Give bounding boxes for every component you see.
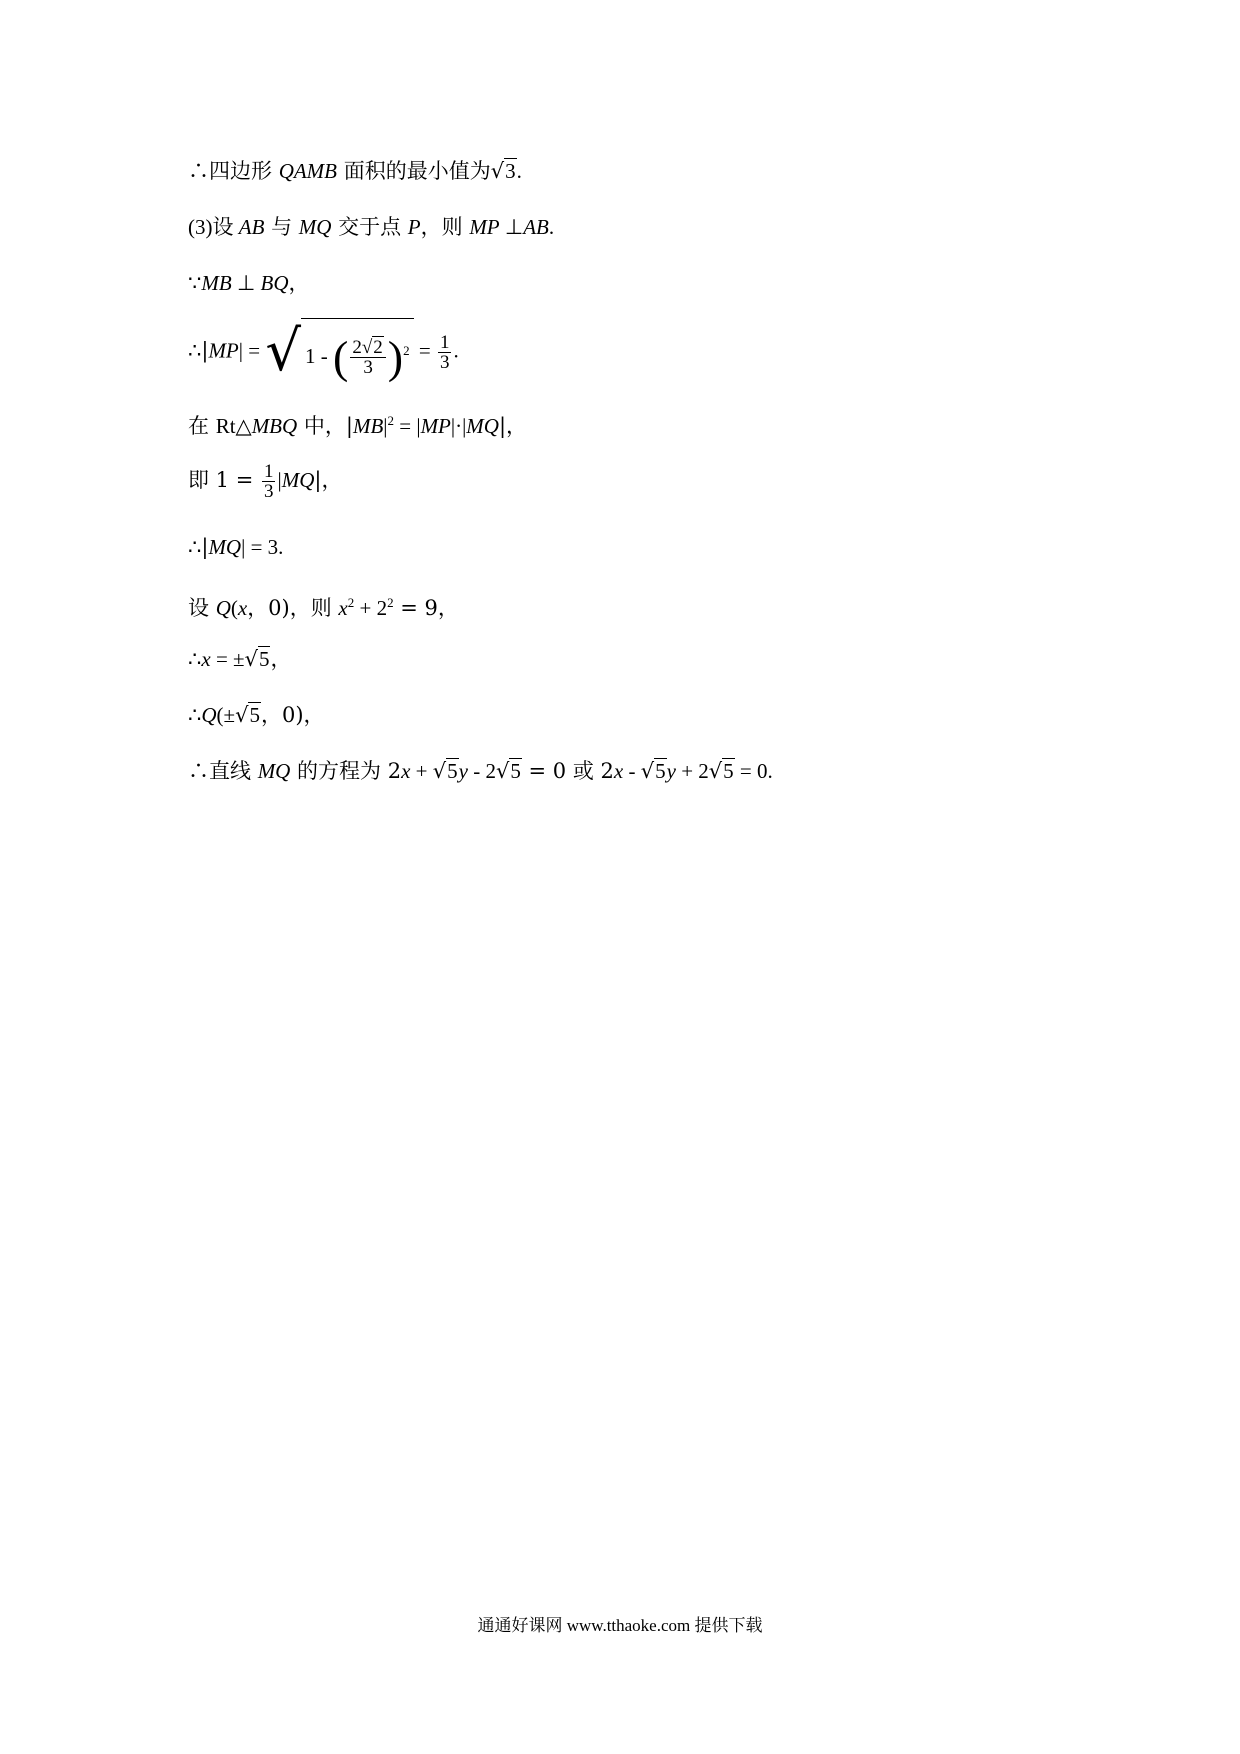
sqrt-expression: √5 [640, 759, 666, 783]
radicand: 3 [505, 159, 516, 183]
fraction [438, 333, 452, 372]
radicand: 5 [510, 759, 521, 783]
text: ， [288, 271, 310, 295]
text: = 0. [734, 759, 773, 783]
text: | [277, 468, 282, 492]
text: = 9， [393, 596, 459, 620]
sqrt-expression: √5 [495, 759, 521, 783]
text: ∴| [188, 535, 209, 559]
math-var: MB [352, 414, 384, 438]
text: + 2 [354, 596, 388, 620]
line-x-value [188, 644, 291, 674]
text: . [548, 215, 555, 239]
exponent: 2 [347, 595, 355, 610]
math-var: MQ [298, 215, 332, 239]
numerator: 1 [439, 331, 450, 353]
math-var: AB [238, 215, 265, 239]
line-equation-mq [188, 456, 342, 504]
line-mq-value [188, 532, 283, 562]
radicand: 5 [249, 703, 260, 727]
sqrt-expression: √5 [708, 759, 734, 783]
text: ∴ [188, 703, 202, 727]
text: = | [394, 414, 421, 438]
text: 与 [264, 215, 299, 239]
math-var: x [613, 759, 624, 783]
line-right-triangle [188, 406, 527, 441]
denominator: 3 [363, 357, 373, 378]
math-var: QAMB [278, 159, 338, 183]
numerator: 1 [263, 461, 274, 482]
text: . [516, 159, 522, 183]
math-var: MP [208, 338, 239, 363]
radicand: 5 [447, 759, 458, 783]
sqrt-expression: √2 [361, 337, 383, 358]
math-var: P [407, 215, 421, 239]
text: 即 1 = [188, 468, 260, 492]
text: ∴| [188, 338, 209, 363]
line-q-point [188, 700, 325, 730]
sqrt-expression: √5 [235, 703, 260, 727]
text: 面积的最小值为 [337, 159, 491, 183]
radicand: 5 [655, 759, 666, 783]
denominator: 3 [263, 481, 274, 502]
denominator: 3 [439, 351, 450, 373]
math-var: Q [215, 596, 231, 620]
math-var: x [237, 596, 248, 620]
text: 的方程为 2 [290, 759, 402, 783]
radicand: 5 [258, 647, 270, 671]
math-var: MBQ [251, 414, 298, 438]
line-because [188, 268, 310, 298]
math-var: Q [201, 703, 217, 727]
line-part3-setup [188, 212, 554, 242]
text: |·| [450, 414, 467, 438]
text: (± [216, 703, 236, 727]
text: ( [230, 596, 238, 620]
text: | = [238, 338, 266, 363]
math-var: y [458, 759, 468, 783]
sqrt-expression: √5 [432, 759, 458, 783]
exponent: 2 [387, 413, 394, 428]
math-var: MP [420, 414, 451, 438]
text: | = 3. [241, 535, 284, 559]
math-var: MQ [281, 468, 315, 492]
math-var: x [401, 759, 411, 783]
big-sqrt: √ 1 - ( $\frac{2√2}{3}$ )$^2$ [265, 318, 413, 386]
radicand: 5 [723, 759, 734, 783]
text: ⊥ [231, 271, 261, 295]
math-var: x [201, 647, 211, 671]
text: - 2 [467, 759, 496, 783]
text: + [410, 759, 433, 783]
text: 设 [188, 596, 216, 620]
line-set-q [188, 588, 459, 623]
fraction [350, 338, 385, 377]
text: (3)设 [188, 215, 239, 239]
text: Rt [215, 414, 236, 438]
math-var: BQ [260, 271, 289, 295]
text: = [413, 338, 436, 363]
exponent: 2 [403, 343, 410, 358]
fraction [262, 462, 276, 501]
text: = ± [210, 647, 245, 671]
text: 1 - [305, 344, 334, 368]
math-var: x [338, 596, 348, 620]
text: 中，| [297, 414, 353, 438]
text: - [623, 759, 641, 783]
exponent: 2 [387, 595, 394, 610]
line-mp-length [188, 318, 459, 386]
text: ， [270, 647, 292, 671]
line-min-area [188, 156, 522, 186]
text: 在 [188, 414, 216, 438]
text: . [453, 338, 459, 363]
line-mq-equation [188, 756, 773, 786]
text: = 0 或 2 [521, 759, 614, 783]
text: |， [498, 414, 528, 438]
text: |， [314, 468, 343, 492]
sqrt-expression: √3 [490, 159, 516, 183]
text: ∴ [188, 647, 202, 671]
math-var: MB [201, 271, 232, 295]
math-var: MQ [208, 535, 242, 559]
text: ∴直线 [188, 759, 258, 783]
math-var: MQ [466, 414, 499, 438]
math-var: y [666, 759, 676, 783]
radicand: 2 [373, 337, 383, 358]
text: ⊥ [499, 215, 524, 239]
text: ∵ [188, 271, 202, 295]
text: ，0)， [260, 703, 325, 727]
text: ，则 [420, 215, 470, 239]
math-var: MP [469, 215, 500, 239]
text: + 2 [675, 759, 709, 783]
text: 交于点 [331, 215, 408, 239]
text: 2 [352, 337, 362, 358]
math-var: MQ [257, 759, 291, 783]
text: ∴四边形 [188, 159, 279, 183]
sqrt-expression: √5 [244, 647, 270, 671]
triangle-symbol: △ [235, 414, 252, 438]
text: | [383, 414, 388, 438]
page-footer: 通通好课网 www.tthaoke.com 提供下载 [477, 1616, 763, 1635]
text: ，0)，则 [247, 596, 339, 620]
math-var: AB [523, 215, 549, 239]
